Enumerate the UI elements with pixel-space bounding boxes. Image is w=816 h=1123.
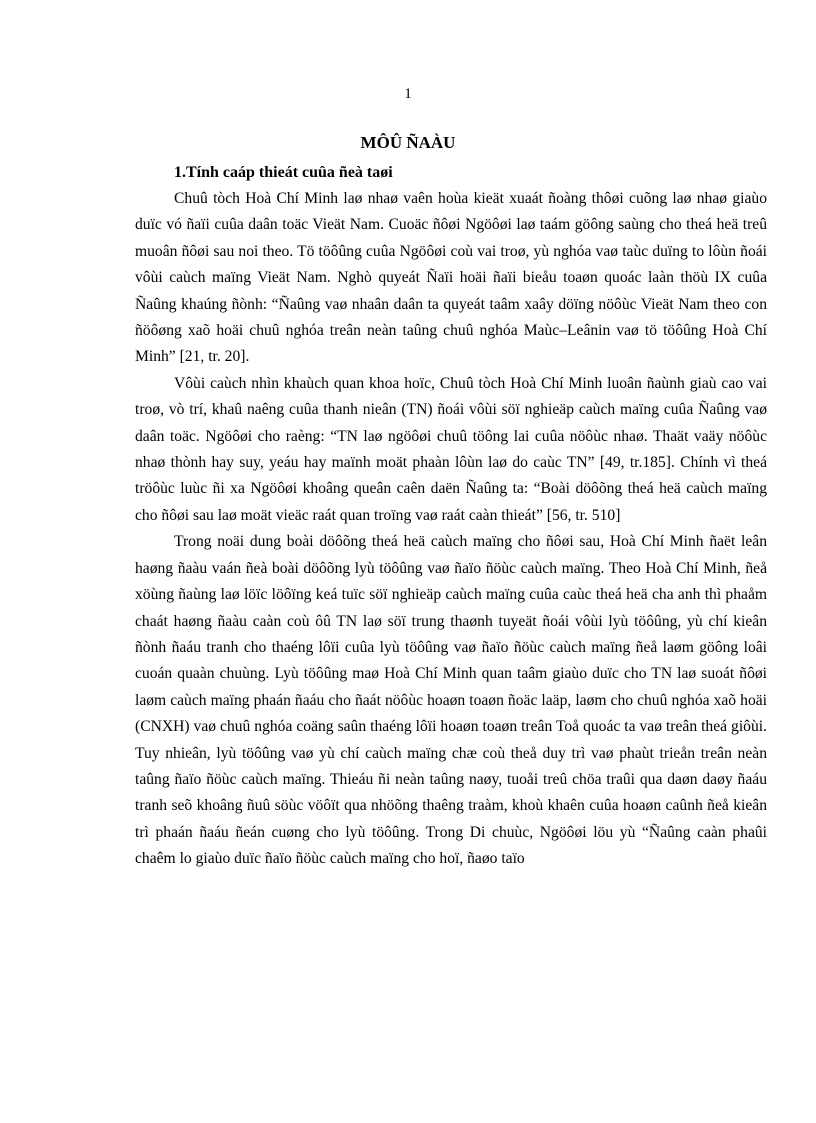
section-heading: 1.Tính caáp thieát cuûa ñeà taøi [174,164,393,181]
paragraph-3: Trong noäi dung boài döôõng theá heä caùch maïng cho ñôøi sau, Hoà Chí Minh ñaët leân haøng ñaàu vaán ñeà boài döôõng lyù töôûng vaø ñaïo ñöùc caùch maïng. Theo Hoà Chí Minh, ñeå xöùng ñaùng laø löïc löôïng keá tuïc söï nghieäp caùch maïng cuûa caùc theá heä cha anh thì phaåm chaát haøng ñaàu caàn coù ôû TN laø söï trung thaønh tuyeät ñoái vôùi lyù töôûng, yù chí kieân ñònh ñaáu tranh cho thaéng lôïi cuûa lyù töôûng vaø ñaïo ñöùc caùch maïng ñeå laøm göông loâi cuoán quaàn chuùng. Lyù töôûng maø Hoà Chí Minh quan taâm giaùo duïc cho TN laø suoát ñôøi laøm caùch maïng phaán ñaáu cho ñaát nöôùc hoaøn toaøn ñoäc laäp, laøm cho chuû nghóa xaõ hoäi (CNXH) vaø chuû nghóa coäng saûn thaéng lôïi hoaøn toaøn treân Toå quoác ta vaø treân theá giôùi. Tuy nhieân, lyù töôûng vaø yù chí caùch maïng chæ coù theå duy trì vaø phaùt trieån treân neàn taûng ñaïo ñöùc caùch maïng. Thieáu ñi neàn taûng naøy, tuoåi treû chöa traûi qua daøn daøy ñaáu tranh seõ khoâng ñuû söùc vöôït qua nhöõng thaêng traàm, khoù khaên cuûa hoaøn caûnh ñeå kieân trì phaán ñaáu ñeán cuøng cho lyù töôûng. Trong Di chuùc, Ngöôøi löu yù “Ñaûng caàn phaûi chaêm lo giaùo duïc ñaïo ñöùc caùch maïng cho hoï, ñaøo taïo [135,533,767,868]
page-number: 1 [404,86,412,102]
paragraph-1: Chuû tòch Hoà Chí Minh laø nhaø vaên hoùa kieät xuaát ñoàng thôøi cuõng laø nhaø giaùo duïc vó ñaïi cuûa daân toäc Vieät Nam. Cuoäc ñôøi Ngöôøi laø taám göông saùng cho theá heä treû muoân ñôøi sau noi theo. Tö töôûng cuûa Ngöôøi coù vai troø, yù nghóa vaø taùc duïng to lôùn ñoái vôùi caùch maïng Vieät Nam. Nghò quyeát Ñaïi hoäi ñaïi bieåu toaøn quoác laàn thöù IX cuûa Ñaûng khaúng ñònh: “Ñaûng vaø nhaân daân ta quyeát taâm xaây döïng nöôùc Vieät Nam theo con ñöôøng xaõ hoäi chuû nghóa treân neàn taûng chuû nghóa Maùc–Leânin vaø tö töôûng Hoà Chí Minh” [21, tr. 20]. [135,190,767,366]
paragraph-2: Vôùi caùch nhìn khaùch quan khoa hoïc, Chuû tòch Hoà Chí Minh luoân ñaùnh giaù cao vai troø, vò trí, khaû naêng cuûa thanh nieân (TN) ñoái vôùi söï nghieäp caùch maïng cuûa Ñaûng vaø daân toäc. Ngöôøi cho raèng: “TN laø ngöôøi chuû töông lai cuûa nöôùc nhaø. Thaät vaäy nöôùc nhaø thònh hay suy, yeáu hay maïnh moät phaàn lôùn laø do caùc TN” [49, tr.185]. Chính vì theá tröôùc luùc ñi xa Ngöôøi khoâng queân caên daën Ñaûng ta: “Boài döôõng theá heä caùch maïng cho ñôøi sau laø moät vieäc raát quan troïng vaø raát caàn thieát” [56, tr. 510] [135,374,767,524]
body-text [135,160,767,873]
page-title: MÔÛ ÑAÀU [360,133,456,152]
